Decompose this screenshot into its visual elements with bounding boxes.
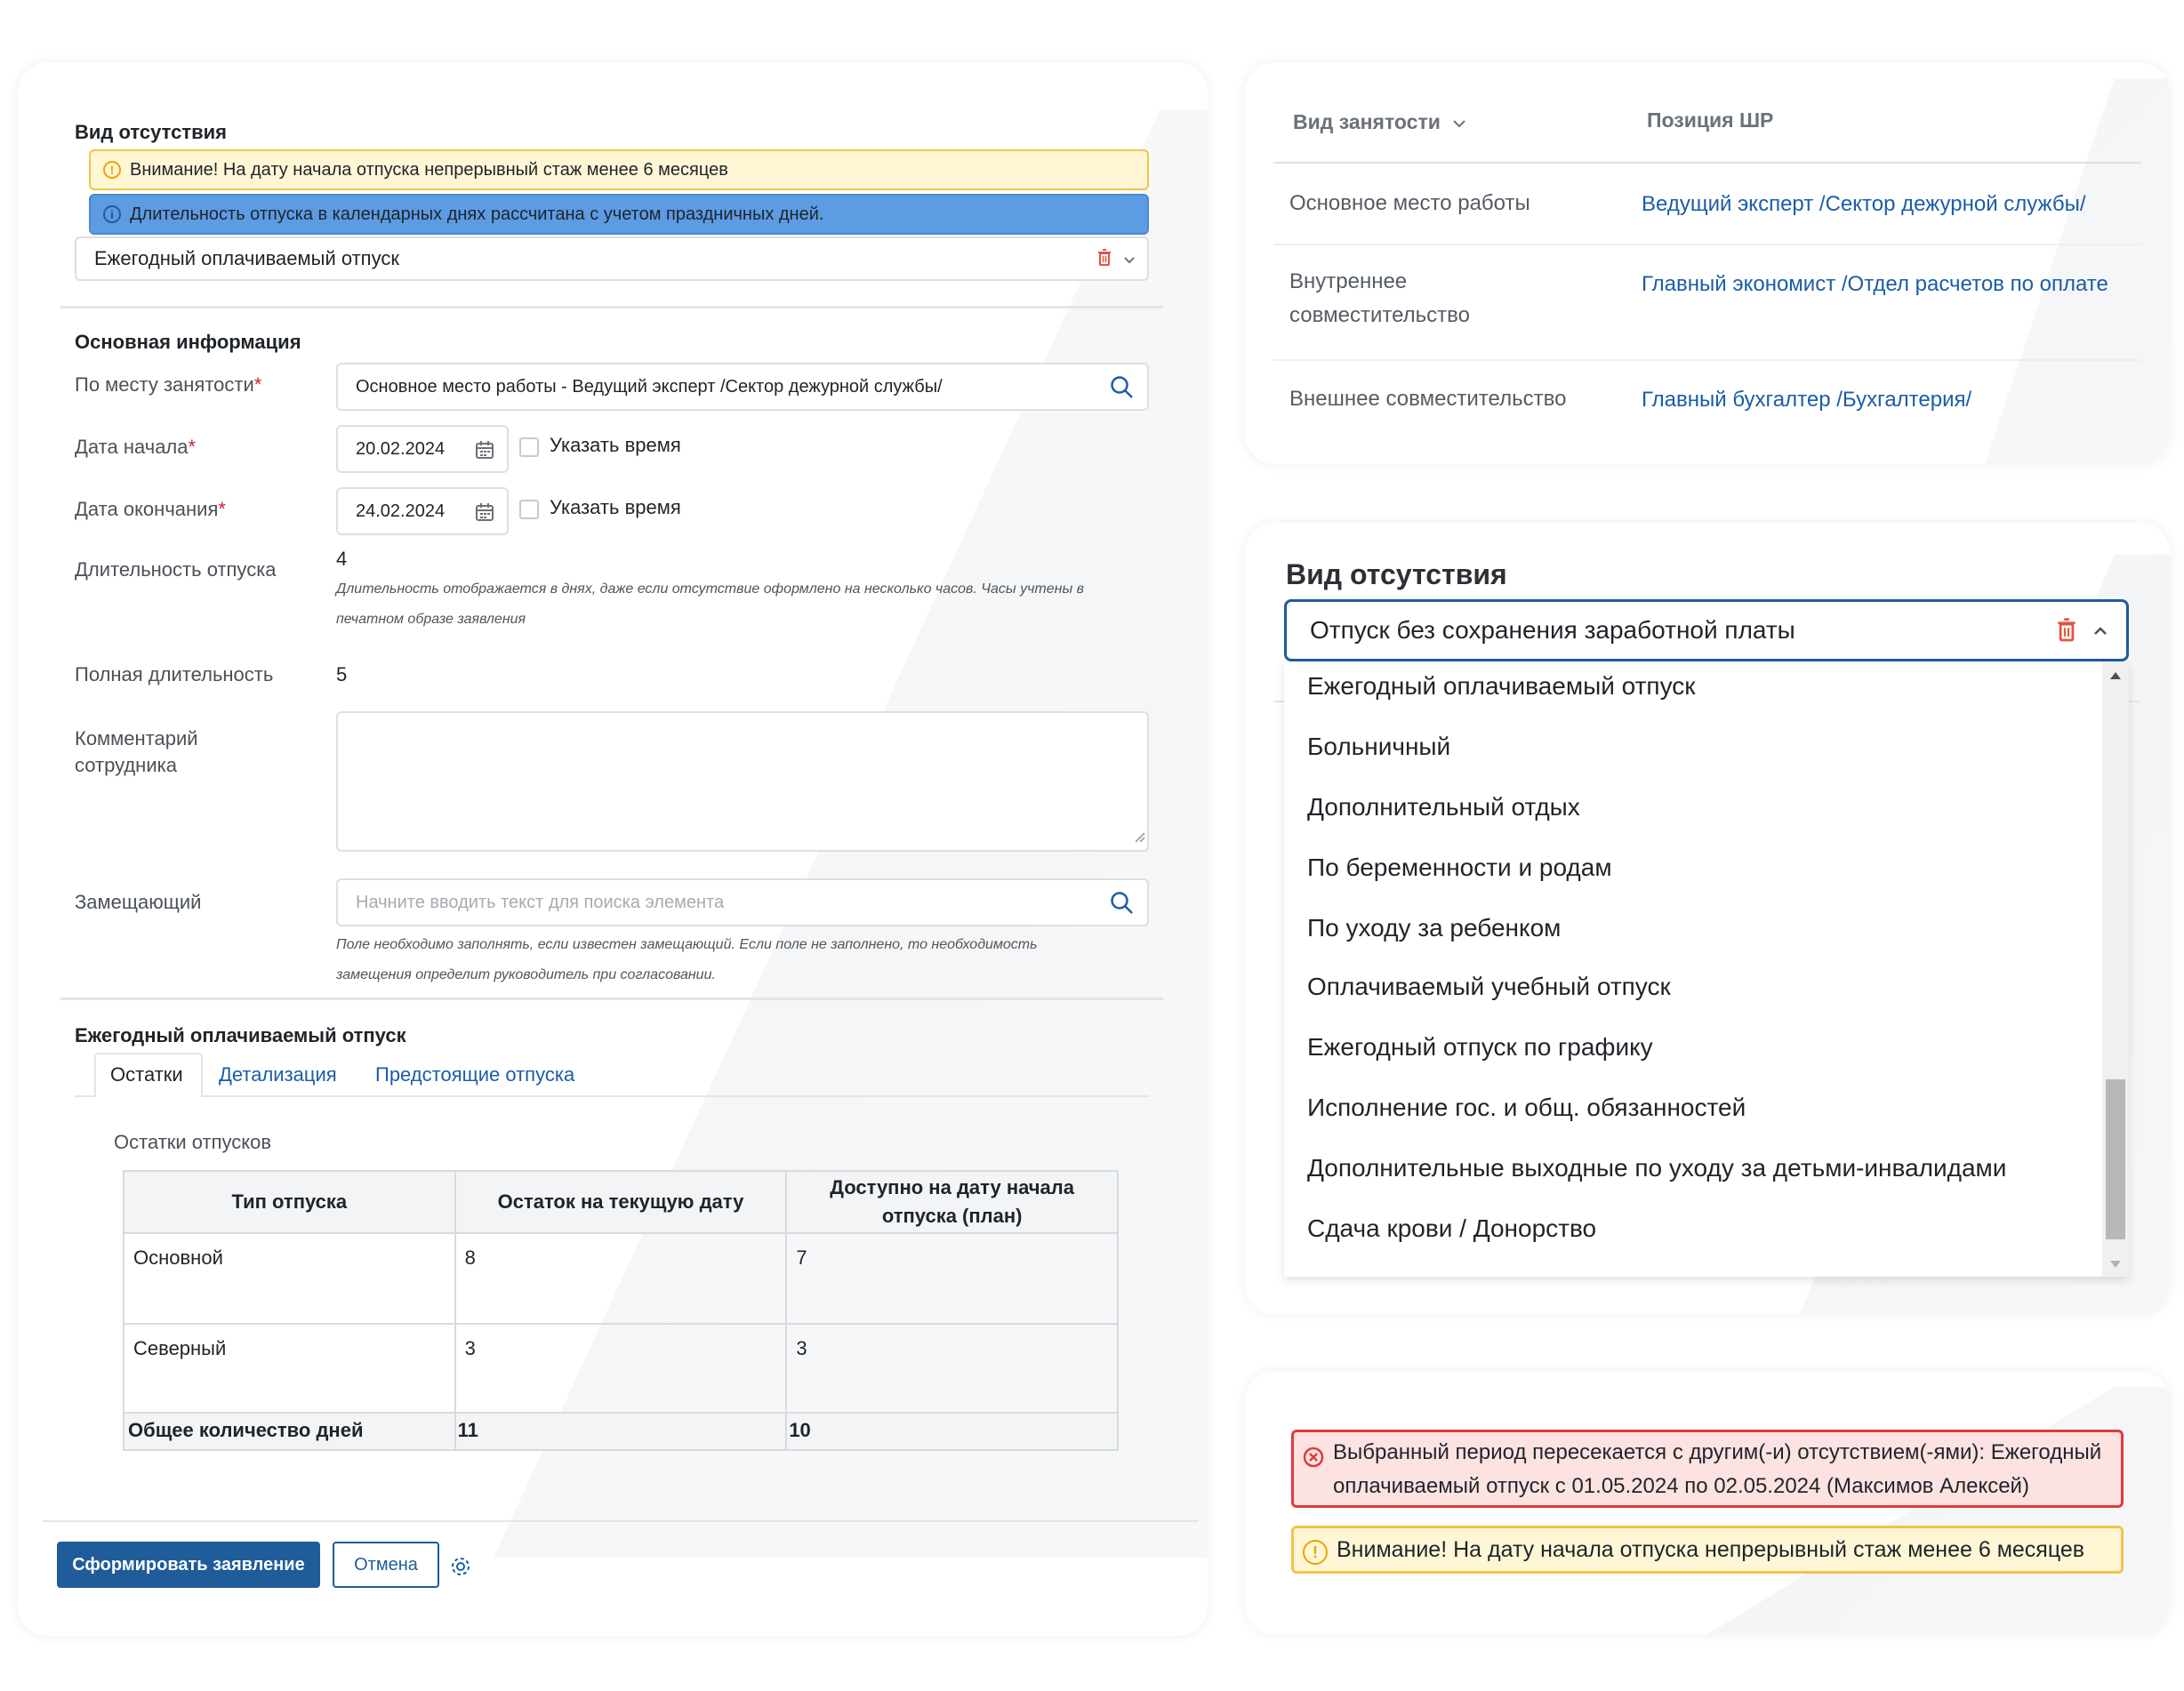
chevron-down-icon[interactable] [1122,249,1136,272]
tab-details[interactable]: Детализация [219,1063,337,1086]
holidays-info-alert [89,194,1149,235]
scrollbar-thumb[interactable] [2106,1079,2125,1239]
warning-text: Внимание! На дату начала отпуска непрерывный стаж менее 6 месяцев [130,159,728,180]
table-header: Тип отпуска [124,1171,455,1233]
deputy-search-input[interactable] [336,878,1149,926]
warning-icon: ! [103,161,121,179]
absence-type-select[interactable] [75,236,1149,281]
absence-type-value: Ежегодный оплачиваемый отпуск [94,247,399,269]
option-maternity[interactable]: По беременности и родам [1307,854,1612,881]
warning-text: Внимание! На дату начала отпуска непрерывный стаж менее 6 месяцев [1337,1536,2085,1562]
end-date-value: 24.02.2024 [356,501,446,521]
option-public-duties[interactable]: Исполнение гос. и общ. обязанностей [1307,1094,1746,1121]
employment-label: По месту занятости* [75,373,262,396]
employment-type-main: Основное место работы [1289,191,1530,215]
warning-icon: ! [1303,1540,1328,1565]
trash-icon[interactable] [2057,618,2076,647]
start-time-label: Указать время [550,434,681,456]
full-duration-value: 5 [336,663,348,685]
full-duration-label: Полная длительность [75,663,274,685]
gear-icon[interactable] [450,1556,471,1582]
selected-absence-type: Отпуск без сохранения заработной платы [1310,616,1795,644]
absence-type-title: Вид отсутствия [75,121,227,143]
trash-icon[interactable] [1097,249,1112,272]
duration-value: 4 [336,548,348,570]
seniority-warning-alert [89,149,1149,190]
employment-type-internal: Внутреннее совместительство [1289,269,1470,327]
end-date-label: Дата окончания* [75,498,226,520]
section-divider [60,998,1163,1000]
scroll-up-arrow-icon[interactable] [2109,669,2122,685]
employment-value: Основное место работы - Ведущий эксперт /Сектор дежурной службы/ [356,376,943,397]
chevron-up-icon[interactable] [2092,623,2108,644]
seniority-warning [1291,1526,2124,1574]
calendar-icon[interactable] [475,440,494,465]
end-time-checkbox[interactable] [519,500,539,519]
deputy-label: Замещающий [75,891,202,913]
annual-leave-title: Ежегодный оплачиваемый отпуск [75,1024,406,1046]
option-study-leave[interactable]: Оплачиваемый учебный отпуск [1307,973,1671,1000]
info-icon: i [103,205,121,223]
table-row: Северный 3 3 [124,1324,1118,1413]
option-childcare[interactable]: По уходу за ребенком [1307,914,1562,942]
validation-card [1245,1371,2170,1634]
header-divider [1273,162,2141,164]
start-date-field[interactable] [336,425,509,473]
deputy-hint: Поле необходимо заполнять, если известен замещающий. Если поле не заполнено, то необходимость замещения определит руководитель при согласовании. [336,937,1038,982]
position-header: Позиция ШР [1647,108,1774,132]
end-date-field[interactable] [336,487,509,535]
start-time-checkbox[interactable] [519,437,539,457]
period-overlap-error: Выбранный период пересекается с другим(-и) отсутствием(-ями): Ежегодный оплачиваемый отпуск с 01.05.2024 по 02.05.2024 (Максимов Алексей) [1291,1430,2124,1508]
submit-application-button[interactable]: Сформировать заявление [57,1542,320,1588]
employment-type-header[interactable]: Вид занятости [1293,110,1467,135]
position-link-external[interactable]: Главный бухгалтер /Бухгалтерия/ [1642,388,1972,412]
calendar-icon[interactable] [475,502,494,527]
search-icon[interactable] [1110,375,1135,405]
resize-handle-icon[interactable] [1133,828,1145,848]
search-icon[interactable] [1110,891,1135,921]
absence-type-select-open[interactable] [1284,599,2129,661]
absence-dropdown-title: Вид отсутствия [1286,558,1507,590]
absence-options-list [1284,661,2129,1277]
employment-field[interactable] [336,363,1149,411]
row-divider [1273,244,2141,245]
option-annual-paid[interactable]: Ежегодный оплачиваемый отпуск [1307,672,1696,700]
table-total-row: Общее количество дней 11 10 [124,1413,1118,1450]
tab-remains-label: Остатки [110,1063,183,1086]
start-date-value: 20.02.2024 [356,438,446,459]
position-link-internal[interactable]: Главный экономист /Отдел расчетов по оплате [1642,272,2108,296]
tab-upcoming[interactable]: Предстоящие отпуска [375,1063,575,1086]
option-blood-donation[interactable]: Сдача крови / Донорство [1307,1214,1597,1242]
option-additional-rest[interactable]: Дополнительный отдых [1307,793,1580,821]
absence-dropdown-card [1245,523,2170,1314]
option-scheduled-annual[interactable]: Ежегодный отпуск по графику [1307,1033,1653,1061]
end-time-label: Указать время [550,496,681,518]
remains-caption: Остатки отпусков [114,1131,272,1153]
footer-divider [43,1520,1199,1522]
tabs-underline [75,1095,1149,1097]
deputy-placeholder: Начните вводить текст для поиска элемента [356,892,725,912]
table-header: Доступно на дату начала отпуска (план) [786,1171,1118,1233]
section-divider [60,306,1163,309]
info-text: Длительность отпуска в календарных днях рассчитана с учетом праздничных дней. [130,204,824,224]
table-header: Остаток на текущую дату [455,1171,787,1233]
table-row: Основной 8 7 [124,1233,1118,1324]
employment-types-card [1245,62,2170,464]
start-date-label: Дата начала* [75,436,197,458]
error-icon [1303,1445,1324,1479]
remains-table [123,1170,1119,1451]
absence-form-card [18,62,1208,1636]
dropdown-scrollbar[interactable] [2102,661,2129,1277]
position-link-main[interactable]: Ведущий эксперт /Сектор дежурной службы/ [1642,192,2086,216]
chevron-down-icon [1451,111,1467,135]
cancel-button[interactable]: Отмена [333,1542,439,1588]
comment-label: Комментарий сотрудника [75,727,198,776]
duration-label: Длительность отпуска [75,558,277,581]
duration-hint: Длительность отображается в днях, даже если отсутствие оформлено на несколько часов. Часы учтены в печатном образе заявления [336,581,1085,627]
scroll-down-arrow-icon[interactable] [2109,1257,2122,1273]
option-disabled-children-days[interactable]: Дополнительные выходные по уходу за детьми-инвалидами [1307,1154,2007,1182]
main-info-title: Основная информация [75,331,301,353]
option-sick-leave[interactable]: Больничный [1307,733,1451,760]
employment-type-external: Внешнее совместительство [1289,387,1567,411]
row-divider [1273,359,2141,361]
comment-textarea[interactable] [336,711,1149,852]
